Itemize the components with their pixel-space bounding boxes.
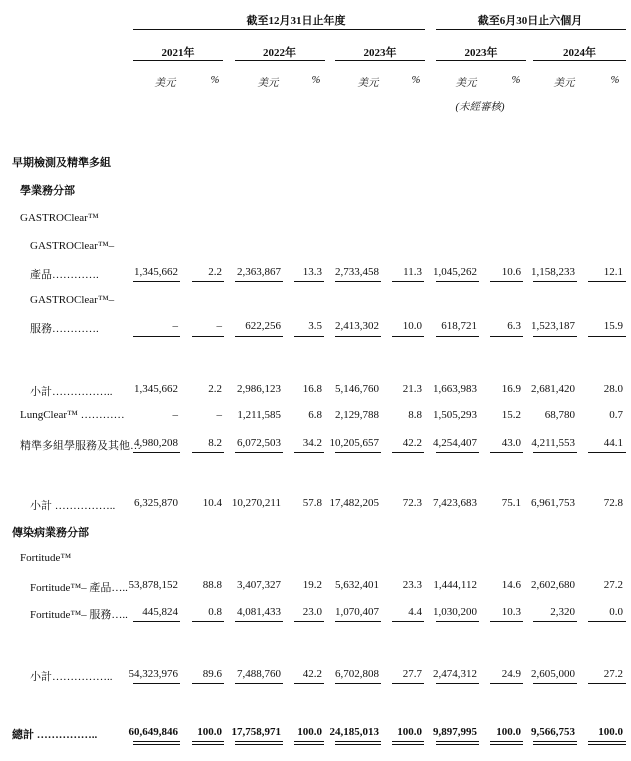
cell-percent: 0.8 xyxy=(208,606,222,618)
cell-underline xyxy=(294,336,324,337)
cell-amount: 6,961,753 xyxy=(531,497,575,509)
cell-underline xyxy=(335,336,381,337)
cell-underline xyxy=(335,741,381,742)
year-underline xyxy=(436,60,526,61)
unit-usd: 美元 xyxy=(154,78,176,89)
row-label: 產品…………. xyxy=(30,269,99,281)
cell-underline xyxy=(133,336,180,337)
cell-amount: 4,211,553 xyxy=(531,437,575,449)
cell-amount: 1,663,983 xyxy=(433,383,477,395)
cell-underline xyxy=(235,683,283,684)
cell-percent: 100.0 xyxy=(397,726,422,738)
cell-underline xyxy=(588,744,626,745)
cell-underline xyxy=(436,744,479,745)
row-label: 小計…………….. xyxy=(30,671,113,683)
cell-underline xyxy=(294,621,324,622)
cell-amount: 2,986,123 xyxy=(237,383,281,395)
cell-percent: 28.0 xyxy=(603,383,623,395)
cell-percent: 23.3 xyxy=(402,579,422,591)
cell-underline xyxy=(490,744,523,745)
cell-amount: 10,270,211 xyxy=(231,497,281,509)
cell-amount: 4,081,433 xyxy=(237,606,281,618)
group-header-annual: 截至12月31日止年度 xyxy=(246,15,346,27)
unit-pct: % xyxy=(511,75,521,86)
cell-percent: 27.7 xyxy=(402,668,422,680)
cell-percent: – xyxy=(216,409,222,421)
cell-underline xyxy=(533,744,577,745)
cell-underline xyxy=(588,621,626,622)
year-header: 2024年 xyxy=(563,47,596,59)
cell-percent: 13.3 xyxy=(302,266,322,278)
cell-amount: 53,878,152 xyxy=(128,579,178,591)
cell-underline xyxy=(392,741,424,742)
cell-percent: 42.2 xyxy=(402,437,422,449)
cell-amount: 54,323,976 xyxy=(128,668,178,680)
row-label: Fortitude™ xyxy=(20,552,72,564)
cell-percent: 21.3 xyxy=(402,383,422,395)
cell-underline xyxy=(490,683,523,684)
cell-amount: 622,256 xyxy=(245,320,281,332)
cell-underline xyxy=(192,336,224,337)
cell-percent: 100.0 xyxy=(496,726,521,738)
cell-amount: 1,158,233 xyxy=(531,266,575,278)
cell-underline xyxy=(335,683,381,684)
unit-usd: 美元 xyxy=(357,78,379,89)
cell-percent: 8.8 xyxy=(408,409,422,421)
cell-underline xyxy=(490,452,523,453)
cell-underline xyxy=(392,744,424,745)
row-label: 小計…………….. xyxy=(30,386,113,398)
cell-underline xyxy=(436,741,479,742)
cell-underline xyxy=(192,281,224,282)
unit-pct: % xyxy=(311,75,321,86)
cell-amount: 2,129,788 xyxy=(335,409,379,421)
cell-underline xyxy=(392,621,424,622)
cell-percent: 88.8 xyxy=(202,579,222,591)
cell-underline xyxy=(192,741,224,742)
cell-underline xyxy=(533,452,577,453)
cell-amount: 5,632,401 xyxy=(335,579,379,591)
cell-amount: 3,407,327 xyxy=(237,579,281,591)
cell-amount: 9,897,995 xyxy=(433,726,477,738)
cell-underline xyxy=(335,281,381,282)
cell-underline xyxy=(533,336,577,337)
cell-amount: 4,980,208 xyxy=(134,437,178,449)
cell-underline xyxy=(294,741,324,742)
cell-percent: 12.1 xyxy=(603,266,623,278)
cell-underline xyxy=(133,744,180,745)
cell-percent: 10.3 xyxy=(501,606,521,618)
cell-underline xyxy=(436,281,479,282)
year-underline xyxy=(133,60,223,61)
year-header: 2023年 xyxy=(464,47,498,59)
row-label: 早期檢測及精準多組 xyxy=(12,157,111,169)
cell-amount: 2,413,302 xyxy=(335,320,379,332)
unit-pct: % xyxy=(210,75,220,86)
cell-underline xyxy=(588,281,626,282)
cell-underline xyxy=(235,281,283,282)
cell-amount: 2,320 xyxy=(550,606,575,618)
cell-underline xyxy=(335,744,381,745)
cell-underline xyxy=(294,281,324,282)
cell-underline xyxy=(192,744,224,745)
year-header: 2021年 xyxy=(161,47,195,59)
group-header-six-months: 截至6月30日止六個月 xyxy=(477,15,583,27)
cell-underline xyxy=(588,336,626,337)
cell-underline xyxy=(392,281,424,282)
cell-underline xyxy=(235,741,283,742)
year-header: 2023年 xyxy=(363,47,397,59)
cell-underline xyxy=(335,621,381,622)
cell-percent: 23.0 xyxy=(302,606,322,618)
cell-underline xyxy=(192,452,224,453)
cell-percent: 27.2 xyxy=(603,579,623,591)
cell-amount: 2,681,420 xyxy=(531,383,575,395)
cell-percent: 27.2 xyxy=(603,668,623,680)
cell-percent: 42.2 xyxy=(302,668,322,680)
cell-percent: 34.2 xyxy=(302,437,322,449)
cell-percent: 4.4 xyxy=(408,606,422,618)
cell-percent: 2.2 xyxy=(208,266,222,278)
cell-underline xyxy=(533,741,577,742)
cell-amount: 1,505,293 xyxy=(433,409,477,421)
cell-amount: 60,649,846 xyxy=(128,726,178,738)
cell-percent: 15.9 xyxy=(603,320,623,332)
unit-usd: 美元 xyxy=(257,78,279,89)
cell-underline xyxy=(490,336,523,337)
row-label: 小計 …………….. xyxy=(30,500,116,512)
cell-amount: – xyxy=(172,320,178,332)
cell-percent: 57.8 xyxy=(302,497,322,509)
cell-amount: 1,444,112 xyxy=(433,579,477,591)
cell-amount: 1,211,585 xyxy=(237,409,281,421)
cell-percent: 24.9 xyxy=(501,668,521,680)
cell-underline xyxy=(436,336,479,337)
cell-underline xyxy=(490,621,523,622)
cell-percent: 15.2 xyxy=(501,409,521,421)
cell-underline xyxy=(436,452,479,453)
cell-percent: 89.6 xyxy=(202,668,222,680)
cell-amount: 2,733,458 xyxy=(335,266,379,278)
cell-underline xyxy=(235,452,283,453)
cell-percent: 19.2 xyxy=(302,579,322,591)
cell-amount: – xyxy=(172,409,178,421)
unit-usd: 美元 xyxy=(553,78,575,89)
cell-underline xyxy=(294,452,324,453)
year-header: 2022年 xyxy=(263,47,296,59)
cell-percent: 100.0 xyxy=(598,726,623,738)
cell-amount: 1,030,200 xyxy=(433,606,477,618)
cell-amount: 1,045,262 xyxy=(433,266,477,278)
cell-percent: 0.7 xyxy=(609,409,623,421)
cell-percent: 8.2 xyxy=(208,437,222,449)
cell-underline xyxy=(533,683,577,684)
row-label: 學業務分部 xyxy=(20,185,75,197)
cell-underline xyxy=(490,281,523,282)
unaudited-note: (未經審核) xyxy=(455,102,505,113)
unit-pct: % xyxy=(411,75,421,86)
cell-underline xyxy=(335,452,381,453)
cell-underline xyxy=(133,281,180,282)
cell-underline xyxy=(133,452,180,453)
year-underline xyxy=(533,60,626,61)
cell-percent: 44.1 xyxy=(603,437,623,449)
cell-percent: 100.0 xyxy=(197,726,222,738)
cell-amount: 2,602,680 xyxy=(531,579,575,591)
cell-underline xyxy=(588,683,626,684)
cell-amount: 4,254,407 xyxy=(433,437,477,449)
cell-underline xyxy=(133,621,180,622)
cell-amount: 1,070,407 xyxy=(335,606,379,618)
cell-amount: 2,605,000 xyxy=(531,668,575,680)
cell-percent: 43.0 xyxy=(501,437,521,449)
row-label: GASTROClear™– xyxy=(30,240,115,252)
row-label: 服務…………. xyxy=(30,323,99,335)
cell-percent: 2.2 xyxy=(208,383,222,395)
cell-percent: 6.3 xyxy=(507,320,521,332)
group-divider-six-months xyxy=(436,29,626,30)
cell-underline xyxy=(235,621,283,622)
cell-underline xyxy=(533,281,577,282)
cell-percent: 3.5 xyxy=(308,320,322,332)
year-underline xyxy=(235,60,325,61)
cell-percent: 14.6 xyxy=(501,579,521,591)
cell-amount: 7,488,760 xyxy=(237,668,281,680)
row-label: Fortitude™– 產品….. xyxy=(30,582,128,594)
cell-underline xyxy=(294,683,324,684)
cell-underline xyxy=(588,741,626,742)
row-label: GASTROClear™– xyxy=(30,294,115,306)
cell-underline xyxy=(192,621,224,622)
cell-underline xyxy=(133,741,180,742)
cell-amount: 6,702,808 xyxy=(335,668,379,680)
cell-amount: 2,474,312 xyxy=(433,668,477,680)
cell-underline xyxy=(533,621,577,622)
cell-amount: 6,325,870 xyxy=(134,497,178,509)
cell-amount: 2,363,867 xyxy=(237,266,281,278)
cell-percent: 11.3 xyxy=(403,266,422,278)
cell-percent: 10.4 xyxy=(202,497,222,509)
cell-percent: – xyxy=(216,320,222,332)
cell-amount: 1,523,187 xyxy=(531,320,575,332)
cell-amount: 24,185,013 xyxy=(329,726,379,738)
cell-amount: 17,758,971 xyxy=(231,726,281,738)
cell-percent: 16.8 xyxy=(302,383,322,395)
cell-amount: 618,721 xyxy=(441,320,477,332)
row-label: GASTROClear™ xyxy=(20,212,99,224)
cell-underline xyxy=(436,683,479,684)
unit-pct: % xyxy=(610,75,620,86)
cell-underline xyxy=(392,683,424,684)
cell-amount: 1,345,662 xyxy=(134,266,178,278)
cell-amount: 9,566,753 xyxy=(531,726,575,738)
unit-usd: 美元 xyxy=(455,78,477,89)
cell-underline xyxy=(392,452,424,453)
cell-underline xyxy=(294,744,324,745)
row-label: 精準多組學服務及其他… xyxy=(20,440,141,452)
row-label: Fortitude™– 服務….. xyxy=(30,609,128,621)
cell-underline xyxy=(133,683,180,684)
cell-amount: 5,146,760 xyxy=(335,383,379,395)
cell-percent: 10.0 xyxy=(402,320,422,332)
row-label: 總計 …………….. xyxy=(12,729,98,741)
cell-underline xyxy=(392,336,424,337)
cell-amount: 68,780 xyxy=(544,409,575,421)
cell-amount: 17,482,205 xyxy=(329,497,379,509)
cell-underline xyxy=(235,744,283,745)
cell-amount: 10,205,657 xyxy=(329,437,379,449)
group-divider-annual xyxy=(133,29,425,30)
cell-percent: 72.3 xyxy=(402,497,422,509)
cell-underline xyxy=(588,452,626,453)
cell-percent: 16.9 xyxy=(501,383,521,395)
cell-amount: 6,072,503 xyxy=(237,437,281,449)
row-label: LungClear™ ………… xyxy=(20,409,125,421)
cell-percent: 0.0 xyxy=(609,606,623,618)
cell-underline xyxy=(490,741,523,742)
cell-underline xyxy=(235,336,283,337)
cell-underline xyxy=(192,683,224,684)
year-underline xyxy=(335,60,425,61)
cell-underline xyxy=(436,621,479,622)
cell-percent: 75.1 xyxy=(501,497,521,509)
row-label: 傳染病業務分部 xyxy=(12,527,89,539)
cell-amount: 7,423,683 xyxy=(433,497,477,509)
cell-amount: 1,345,662 xyxy=(134,383,178,395)
cell-percent: 100.0 xyxy=(297,726,322,738)
cell-percent: 72.8 xyxy=(603,497,623,509)
cell-percent: 10.6 xyxy=(501,266,521,278)
cell-percent: 6.8 xyxy=(308,409,322,421)
cell-amount: 445,824 xyxy=(142,606,178,618)
